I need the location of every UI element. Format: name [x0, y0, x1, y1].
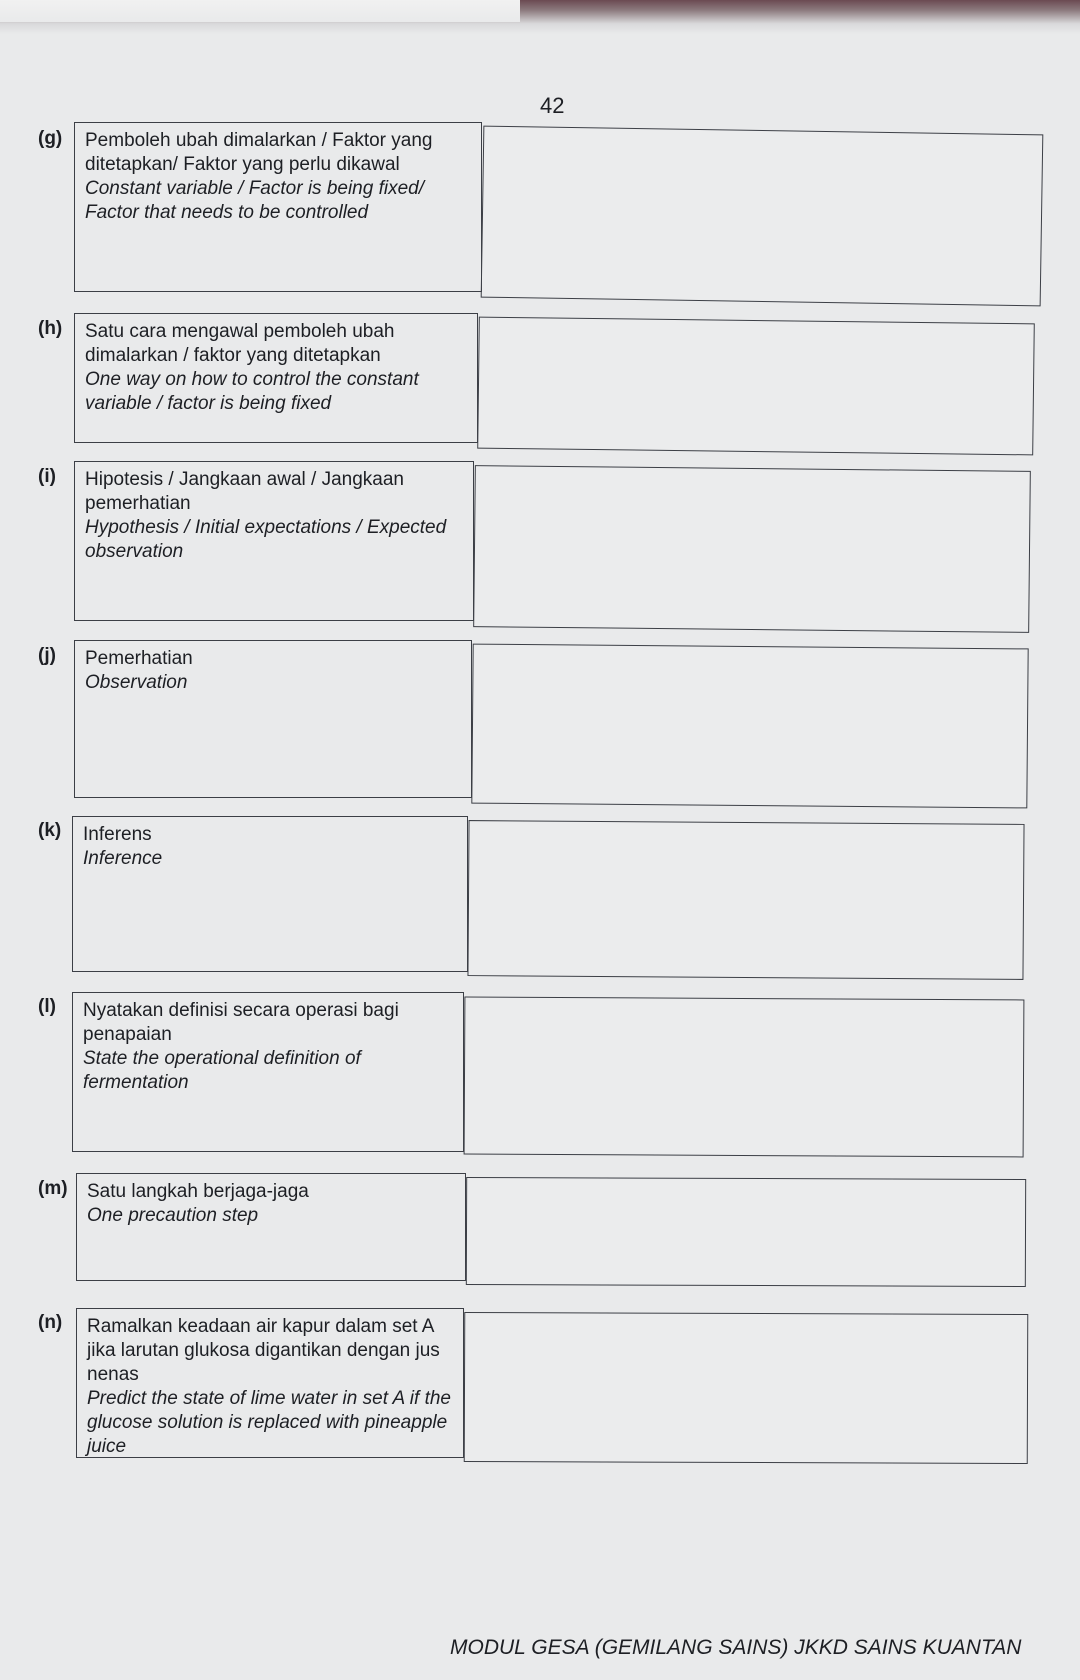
question-cell-h — [74, 313, 478, 443]
english-text-j: Observation — [85, 672, 188, 693]
answer-cell-h[interactable] — [477, 317, 1035, 456]
row-label-h: (h) — [38, 318, 63, 339]
answer-cell-g[interactable] — [481, 126, 1044, 307]
row-label-m: (m) — [38, 1178, 68, 1199]
question-cell-i — [74, 461, 474, 621]
malay-text-h: Satu cara mengawal pemboleh ubah dimalarkan / faktor yang ditetapkan — [85, 321, 395, 366]
question-cell-m — [76, 1173, 466, 1281]
english-text-h: One way on how to control the constant variable / factor is being fixed — [85, 369, 419, 414]
row-label-g: (g) — [38, 128, 63, 149]
answer-cell-i[interactable] — [473, 465, 1031, 633]
question-cell-n — [76, 1308, 464, 1458]
question-cell-l — [72, 992, 464, 1152]
row-label-n: (n) — [38, 1312, 63, 1333]
malay-text-j: Pemerhatian — [85, 648, 193, 669]
page-number: 42 — [540, 93, 565, 118]
answer-cell-m[interactable] — [466, 1177, 1026, 1287]
english-text-m: One precaution step — [87, 1205, 259, 1226]
answer-cell-n[interactable] — [464, 1312, 1029, 1464]
malay-text-k: Inferens — [83, 824, 152, 845]
question-cell-k — [72, 816, 468, 972]
row-label-i: (i) — [38, 466, 56, 487]
english-text-g: Constant variable / Factor is being fixed/ Factor that needs to be controlled — [85, 178, 425, 223]
malay-text-n: Ramalkan keadaan air kapur dalam set A jika larutan glukosa digantikan dengan jus nenas — [87, 1316, 440, 1385]
malay-text-m: Satu langkah berjaga-jaga — [87, 1181, 309, 1202]
page-top-edge — [0, 0, 1080, 34]
answer-cell-l[interactable] — [464, 997, 1025, 1158]
answer-cell-j[interactable] — [471, 644, 1028, 809]
row-label-j: (j) — [38, 645, 56, 666]
malay-text-g: Pemboleh ubah dimalarkan / Faktor yang ditetapkan/ Faktor yang perlu dikawal — [85, 130, 433, 175]
footer-module-title: MODUL GESA (GEMILANG SAINS) JKKD SAINS KUANTAN — [450, 1636, 1022, 1659]
row-label-k: (k) — [38, 820, 62, 841]
english-text-i: Hypothesis / Initial expectations / Expected observation — [85, 517, 447, 562]
english-text-n: Predict the state of lime water in set A if the glucose solution is replaced with pineapple juice — [87, 1388, 451, 1457]
malay-text-l: Nyatakan definisi secara operasi bagi penapaian — [83, 1000, 399, 1045]
malay-text-i: Hipotesis / Jangkaan awal / Jangkaan pemerhatian — [85, 469, 404, 514]
question-cell-j — [74, 640, 472, 798]
english-text-k: Inference — [83, 848, 163, 869]
row-label-l: (l) — [38, 996, 56, 1017]
question-cell-g — [74, 122, 482, 292]
answer-cell-k[interactable] — [467, 820, 1024, 980]
english-text-l: State the operational definition of fermentation — [83, 1048, 361, 1093]
